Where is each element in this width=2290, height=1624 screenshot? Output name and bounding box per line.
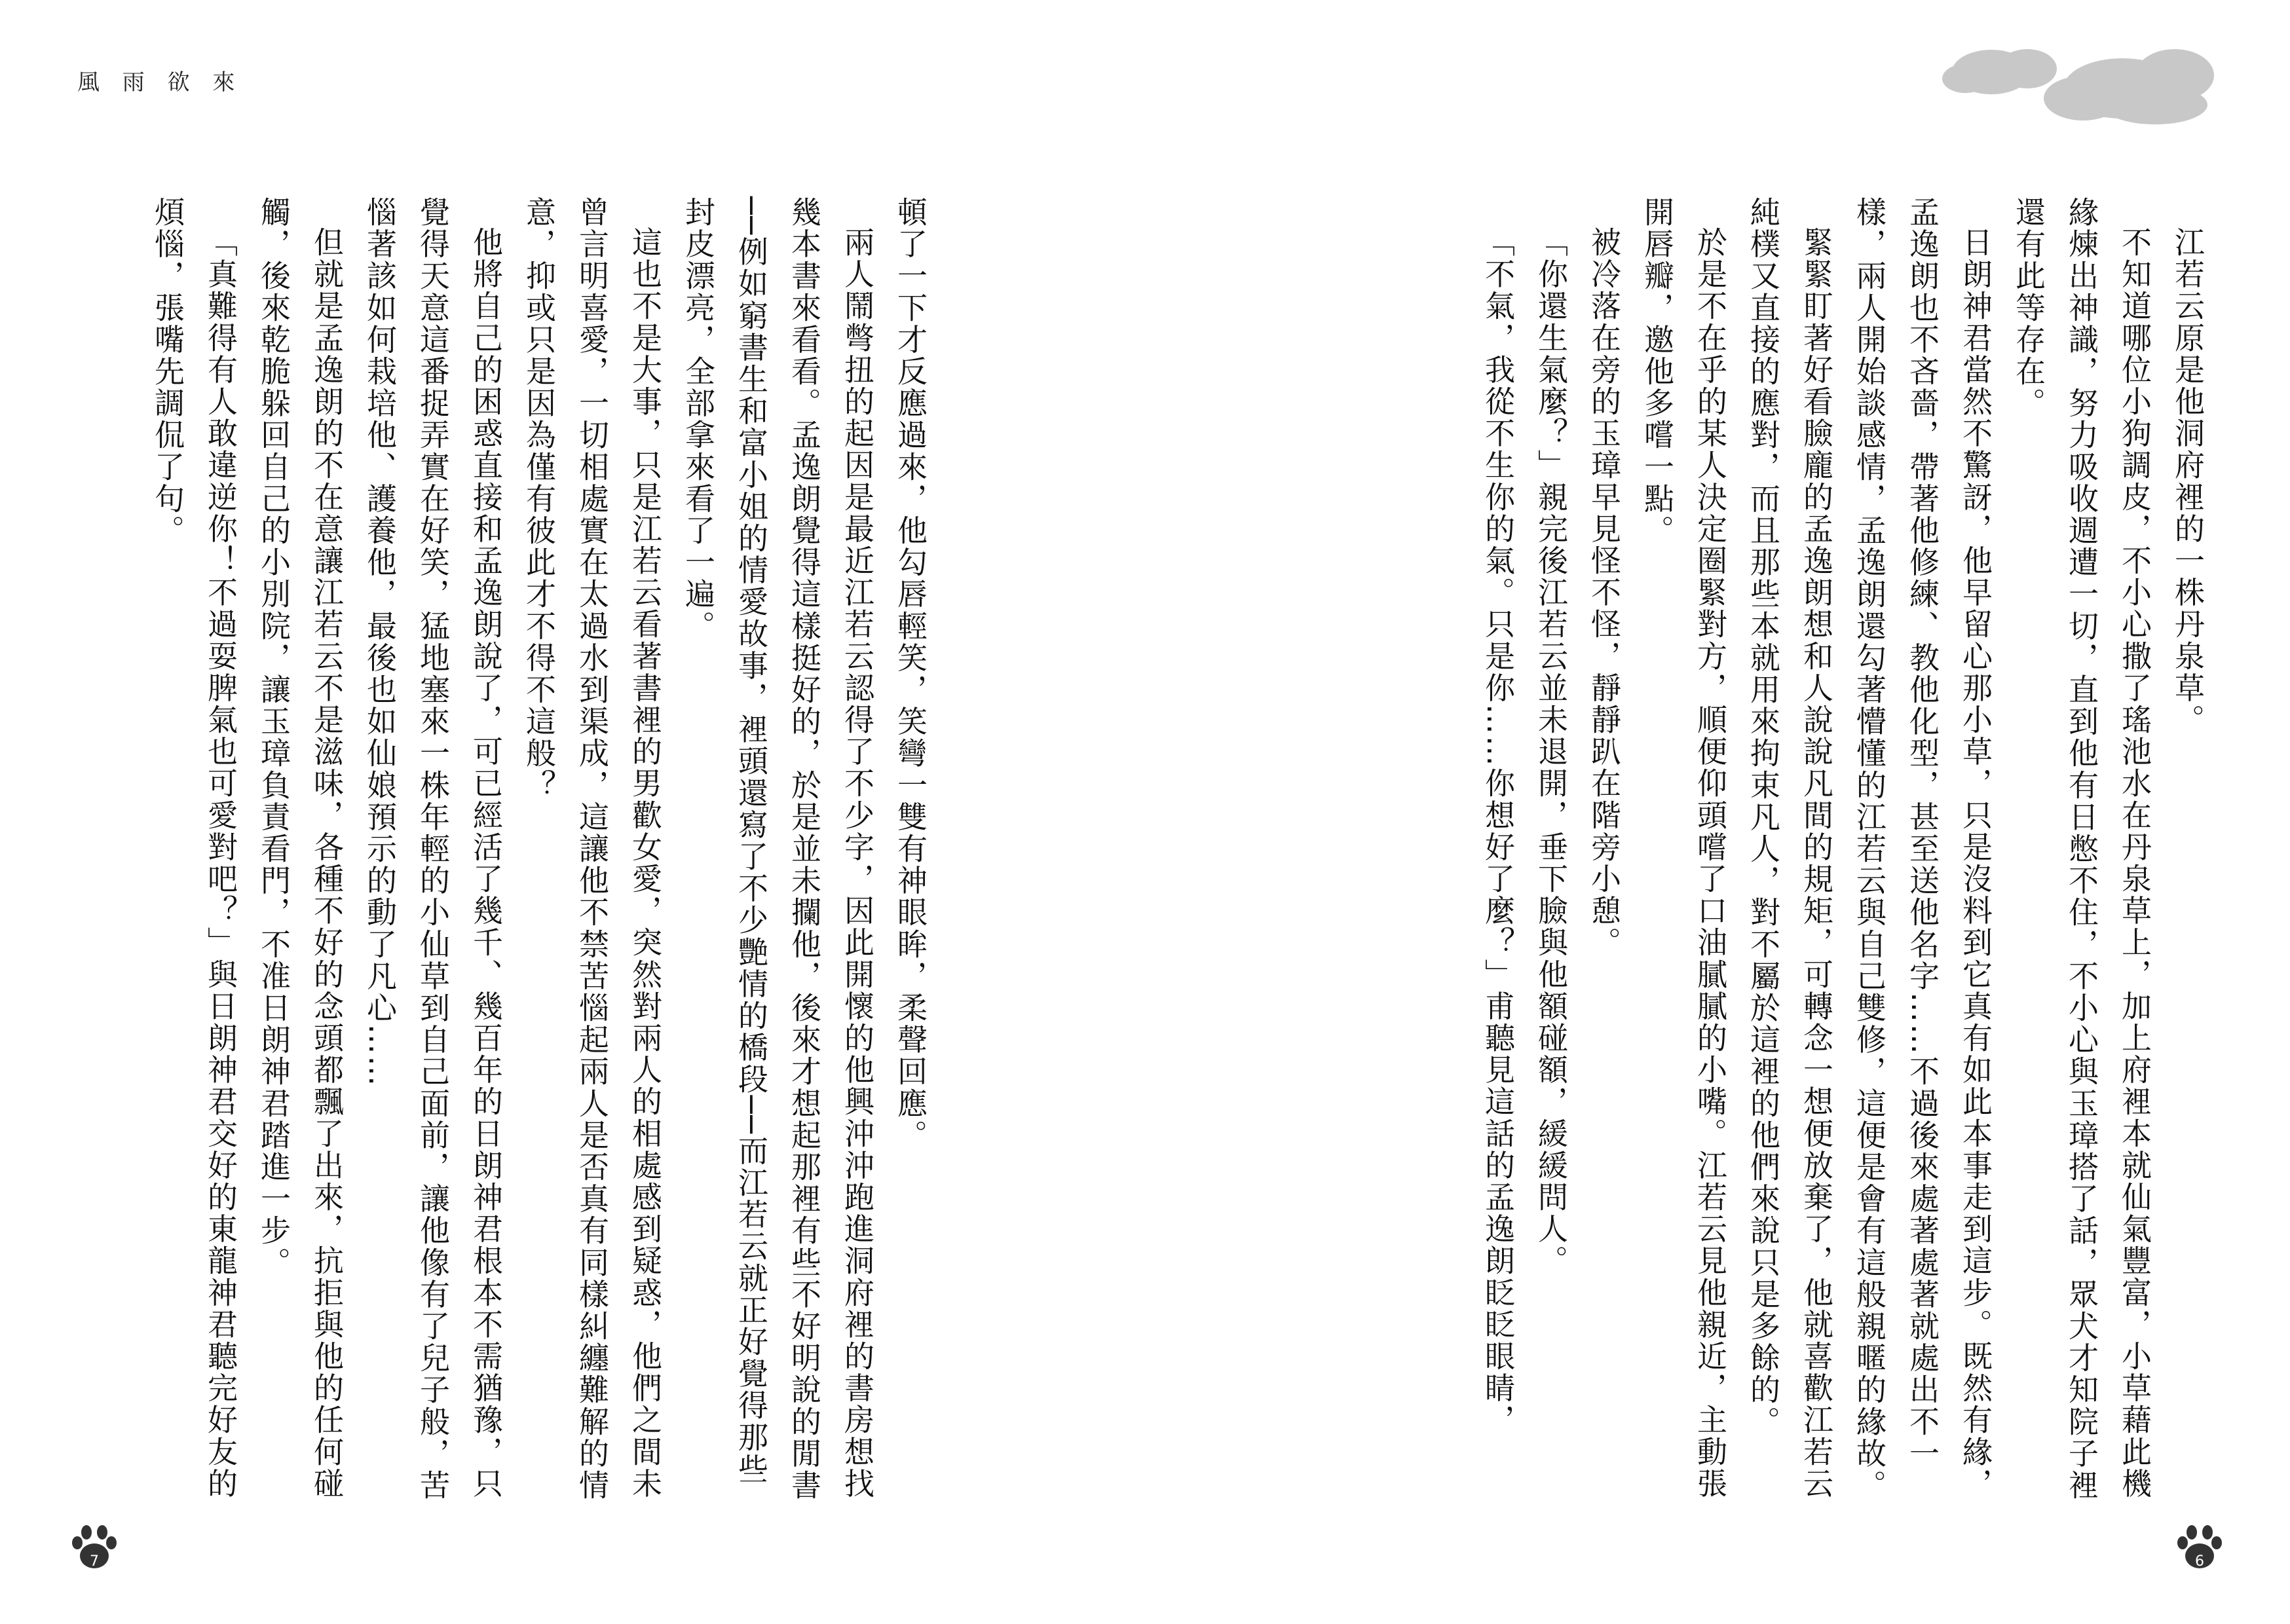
paragraph: 兩人鬧彆扭的起因是最近江若云認得了不少字，因此開懷的他興沖沖跑進洞府裡的書房想找幾本書來看看。孟逸朗覺得這樣挺好的，於是並未攔他，後來才想起那裡有些不好明說的閒書──例如窮書生和富小姐的情愛故事，裡頭還寫了不少艷情的橋段──而江若云就正好覺得那些封皮漂亮，全部拿來看了一遍。 bbox=[681, 196, 875, 1502]
right-page-text bbox=[1480, 196, 2214, 1506]
left-page-text bbox=[151, 196, 937, 1506]
paragraph: 他將自己的困惑直接和孟逸朗說了，可已經活了幾千、幾百年的日朗神君根本不需猶豫，只覺得天意這番捉弄實在好笑，猛地塞來一株年輕的小仙草到自己面前，讓他像有了兒子般，苦惱著該如何栽培他、護養他，最後也如仙娘預示的動了凡心…… bbox=[362, 196, 504, 1502]
paragraph: 頓了一下才反應過來，他勾唇輕笑，笑彎一雙有神眼眸，柔聲回應。 bbox=[893, 196, 928, 1151]
paragraph: 但就是孟逸朗的不在意讓江若云不是滋味，各種不好的念頭都飄了出來，抗拒與他的任何碰觸，後來乾脆躲回自己的小別院，讓玉璋負責看門，不准日朗神君踏進一步。 bbox=[256, 196, 345, 1500]
paragraph: 日朗神君當然不驚訝，他早留心那小草，只是沒料到它真有如此本事走到這步。既然有緣，孟逸朗也不吝嗇，帶著他修練、教他化型，甚至送他名字……不過後來處著處著就處出不一樣，兩人開始談感情，孟逸朗還勾著懵懂的江若云與自己雙修，這便是會有這般親暱的緣故。 bbox=[1852, 196, 1993, 1502]
paragraph: 江若云原是他洞府裡的一株丹泉草。 bbox=[2170, 227, 2206, 736]
paragraph: 「你還生氣麼？」親完後江若云並未退開，垂下臉與他額碰額，緩緩問人。 bbox=[1533, 227, 1569, 1277]
cloud-puff bbox=[2103, 85, 2207, 124]
paragraph: 被冷落在旁的玉璋早見怪不怪，靜靜趴在階旁小憩。 bbox=[1586, 227, 1622, 959]
paragraph: 「真難得有人敢違逆你！不過耍脾氣也可愛對吧？」與日朗神君交好的東龍神君聽完好友的煩惱，張嘴先調侃了句。 bbox=[150, 196, 238, 1500]
cloud-puff bbox=[1942, 64, 1988, 93]
paragraph: 「不氣，我從不生你的氣。只是你……你想好了麼？」甫聽見這話的孟逸朗眨眨眼睛， bbox=[1480, 227, 1516, 1436]
page-number: 6 bbox=[2195, 1553, 2204, 1570]
running-header: 風 雨 欲 來 bbox=[77, 69, 243, 96]
page-number: 7 bbox=[90, 1553, 99, 1570]
paragraph: 這也不是大事，只是江若云看著書裡的男歡女愛，突然對兩人的相處感到疑惑，他們之間未曾言明喜愛，一切相處實在太過水到渠成，這讓他不禁苦惱起兩人是否真有同樣糾纏難解的情意，抑或只是因為僅有彼此才不得不這般？ bbox=[521, 196, 663, 1502]
paragraph: 於是不在乎的某人決定圈緊對方，順便仰頭嚐了口油膩膩的小嘴。江若云見他親近，主動張開唇瓣，邀他多嚐一點。 bbox=[1640, 196, 1728, 1500]
paragraph: 不知道哪位小狗調皮，不小心撒了瑤池水在丹泉草上，加上府裡本就仙氣豐富，小草藉此機緣煉出神識，努力吸收週遭一切，直到他有日憋不住，不小心與玉璋搭了話，眾犬才知院子裡還有此等存在。 bbox=[2011, 196, 2152, 1502]
cloud-puff bbox=[1998, 49, 2057, 88]
cloud-icon bbox=[1939, 33, 2221, 134]
paragraph: 緊緊盯著好看臉龐的孟逸朗想和人說說凡間的規矩，可轉念一想便放棄了，他就喜歡江若云純樸又直接的應對，而且那些本就用來拘束凡人，對不屬於這裡的他們來說只是多餘的。 bbox=[1746, 196, 1834, 1500]
